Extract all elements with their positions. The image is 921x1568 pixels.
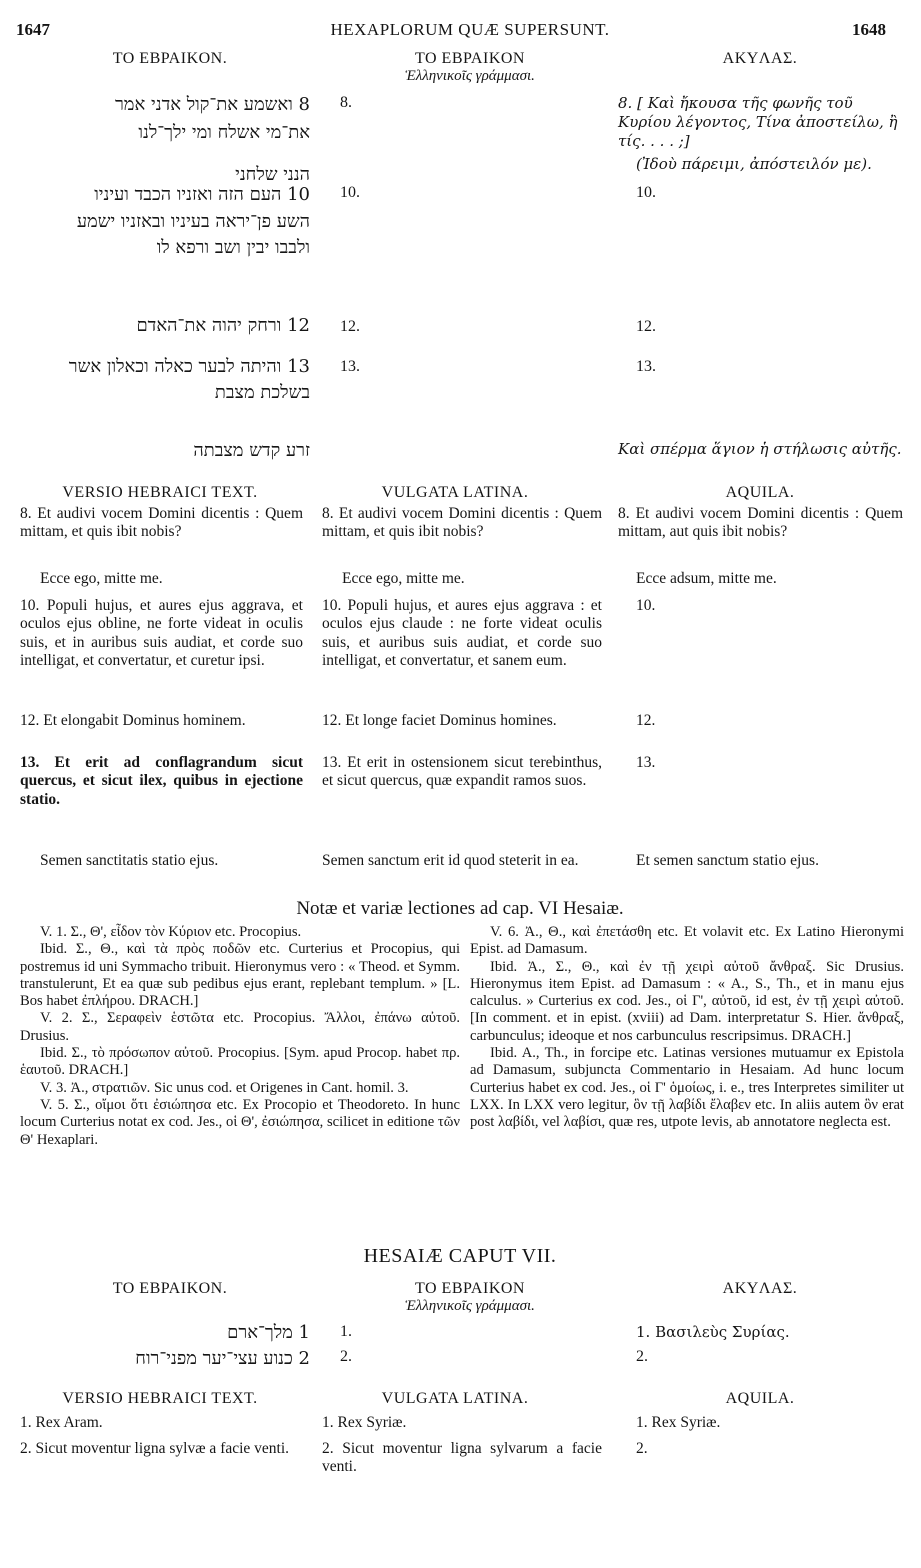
col-head-aquila: AKYΛAΣ. [722, 50, 798, 67]
c7-hebrew-2: 2 כנוע עצי־יער מפני־רוח [135, 1348, 310, 1369]
hebrew-v12: 12 ורחק יהוה את־האדם [136, 315, 310, 336]
aquila-greek-n10: 10. [636, 184, 656, 201]
page-number-right: 1648 [852, 20, 886, 39]
col2-num-13: 13. [340, 358, 360, 375]
note-left-6: V. 5. Σ., οἴμοι ὅτι ἐσιώπησα etc. Ex Procopio et Theodoreto. In hunc locum Curterius notat ex cod. Jes., οἱ Θ', ἐσιώπησα, scilicet in editione τῶν Θ' Hexaplari. [20, 1096, 460, 1148]
col-head-greek-letters: TO EBPAIKON [415, 50, 525, 67]
aquila-greek-v8b: (Ἰδοὺ πάρειμι, ἀπόστειλόν με). [636, 155, 872, 173]
aquila-latin-v8b: Ecce adsum, mitte me. [636, 570, 777, 587]
note-left-3: V. 2. Σ., Σεραφεὶν ἑστῶτα etc. Procopius. Ἄλλοι, ἐπάνω αὐτοῦ. Drusius. [20, 1010, 460, 1044]
versio-v13c: Semen sanctitatis statio ejus. [40, 852, 219, 869]
versio-v8b: Ecce ego, mitte me. [40, 570, 163, 587]
note-left-4: Ibid. Σ., τὸ πρόσωπον αὐτοῦ. Procopius. [Sym. apud Procop. habet πρ. ἑαυτοῦ. DRACH.] [20, 1045, 460, 1079]
c7-aquila-greek-1: 1. Βασιλεὺς Συρίας. [636, 1323, 790, 1341]
hebrew-v13a: 13 והיתה לבער כאלה וכאלון אשר [68, 356, 310, 377]
vulgata-v13c: Semen sanctum erit id quod steterit in ea. [322, 852, 579, 869]
col-subhead-greek-letters: Ἑλληνικοῖς γράμμασι. [405, 68, 535, 84]
c7-col-head-versio: VERSIO HEBRAICI TEXT. [62, 1390, 258, 1407]
aquila-latin-n10: 10. [636, 597, 656, 614]
col-head-aquila-latin: AQUILA. [725, 484, 795, 501]
col-head-vulgata: VULGATA LATINA. [381, 484, 529, 501]
notes-right-column [470, 924, 904, 1132]
versio-v13: 13. Et erit ad conflagrandum sicut quercus, et sicut ilex, quibus in ejectione statio. [20, 754, 303, 808]
c7-col-head-aquila: AKYΛAΣ. [722, 1280, 798, 1297]
c7-aquila-greek-2: 2. [636, 1348, 648, 1365]
hebrew-v10c: ולבבו יבין ושב ורפא לו [156, 237, 310, 258]
aquila-greek-n12: 12. [636, 318, 656, 335]
col2-num-10: 10. [340, 184, 360, 201]
c7-hebrew-1: 1 מלך־ארם [227, 1322, 310, 1343]
col2-num-12: 12. [340, 318, 360, 335]
vulgata-v8b: Ecce ego, mitte me. [342, 570, 465, 587]
aquila-latin-v13c: Et semen sanctum statio ejus. [636, 852, 819, 869]
caput-title: HESAIÆ CAPUT VII. [363, 1245, 557, 1267]
versio-v8: 8. Et audivi vocem Domini dicentis : Quem mittam, et quis ibit nobis? [20, 505, 303, 541]
aquila-greek-v13c: Καὶ σπέρμα ἅγιον ἡ στήλωσις αὐτῆς. [618, 440, 902, 458]
vulgata-v12: 12. Et longe faciet Dominus homines. [322, 712, 557, 729]
hebrew-v8a: 8 ואשמע את־קול אדני אמר [114, 94, 310, 115]
c7-vulgata-1: 1. Rex Syriæ. [322, 1414, 407, 1431]
hebrew-v8b: את־מי אשלח ומי ילך־לנו [138, 122, 310, 143]
running-title: HEXAPLORUM QUÆ SUPERSUNT. [330, 20, 610, 39]
vulgata-v13: 13. Et erit in ostensionem sicut terebinthus, et sicut quercus, quæ expandit ramos suos. [322, 754, 602, 790]
note-left-1: V. 1. Σ., Θ', εἶδον τὸν Κύριον etc. Procopius. [40, 924, 302, 940]
aquila-latin-n12: 12. [636, 712, 656, 729]
c7-aquila-latin-1: 1. Rex Syriæ. [636, 1414, 721, 1431]
notes-title: Notæ et variæ lectiones ad cap. VI Hesaiæ. [296, 898, 624, 919]
c7-col2-num-2: 2. [340, 1348, 352, 1365]
hebrew-v10b: השע פן־יראה בעיניו ובאזניו ישמע [76, 211, 310, 232]
vulgata-v10: 10. Populi hujus, et aures ejus aggrava : et oculos ejus claude : ne forte videat oculis suis, et auribus suis audiat, et corde suo intelligat, et convertatur, et sanem eum. [322, 597, 602, 669]
note-left-2: Ibid. Σ., Θ., καὶ τὰ πρὸς ποδῶν etc. Curterius et Procopius, qui postremus id uni Symmacho tribuit. Hieronymus vero : « Theod. et Symm. transtulerunt, Et ea quæ sub pedibus ejus erant, replebant templum. » [L. Bos habet ἐπλήρου. DRACH.] [20, 941, 460, 1010]
note-right-1: V. 6. Ἀ., Θ., καὶ ἐπετάσθη etc. Et volavit etc. Ex Latino Hieronymi Epist. ad Damasum. [470, 924, 904, 958]
page-number-left: 1647 [16, 20, 50, 39]
c7-col2-num-1: 1. [340, 1323, 352, 1340]
c7-vulgata-2: 2. Sicut moventur ligna sylvarum a facie venti. [322, 1440, 602, 1476]
col2-num-8: 8. [340, 94, 352, 111]
hebrew-v13b: בשלכת מצבת [214, 382, 310, 403]
c7-aquila-latin-2: 2. [636, 1440, 648, 1457]
c7-col-head-vulgata: VULGATA LATINA. [381, 1390, 529, 1407]
note-right-2: Ibid. Ἀ., Σ., Θ., καὶ ἐν τῇ χειρὶ αὐτοῦ ἄνθραξ. Sic Drusius. Hieronymus item Epist. ad Damasum : « A., S., Th., et in manu ejus calculus. » Curterius ex cod. Jes., οἱ Γ', αὐτοῦ, id est, ἐν τῇ χειρὶ αὐτοῦ. [In comment. et in epist. (xviii) ad Dam. interpretatur S. Hier. ἄνθραξ, carbunculus; ideoque et nos carbunculus rescripsimus. DRACH.] [470, 958, 904, 1044]
col-head-versio: VERSIO HEBRAICI TEXT. [62, 484, 258, 501]
versio-v12: 12. Et elongabit Dominus hominem. [20, 712, 246, 729]
c7-col-head-greek-letters: TO EBPAIKON [415, 1280, 525, 1297]
hebrew-v8c: הנני שלחני [235, 164, 310, 185]
notes-left-column [20, 924, 460, 1149]
aquila-latin-v8: 8. Et audivi vocem Domini dicentis : Quem mittam, aut quis ibit nobis? [618, 505, 903, 541]
aquila-greek-n13: 13. [636, 358, 656, 375]
note-right-3: Ibid. A., Th., in forcipe etc. Latinas versiones mutuamur ex Epistola ad Damasum, subjuncta Commentario in Hesaiam. Ad hunc locum Curterius habet ex cod. Jes., οἱ Γ' ὁμοίως, i. e., tres Interpretes similiter ut LXX. In LXX vero legitur, ὃν τῇ λαβίδι ἔλαβεν etc. In aliis autem ὃν erat post λαβίδι, vel λαβίσι, quæ res, utpote levis, ab annotatore neglecta est. [470, 1045, 904, 1131]
c7-col-head-aquila-latin: AQUILA. [725, 1390, 795, 1407]
hebrew-v10a: 10 העם הזה ואזניו הכבד ועיניו [94, 184, 310, 205]
col-head-hebrew: TO EBPAIKON. [112, 50, 228, 67]
hebrew-v13c: זרע קדש מצבתה [193, 440, 310, 461]
c7-versio-2: 2. Sicut moventur ligna sylvæ a facie venti. [20, 1440, 290, 1457]
versio-v10: 10. Populi hujus, et aures ejus aggrava, et oculos ejus obline, ne forte videat in oculis suis, et in auribus suis audiat, et corde suo intelligat, et convertatur, et curetur ipsi. [20, 597, 303, 669]
aquila-latin-n13: 13. [636, 754, 656, 771]
c7-col-subhead: Ἑλληνικοῖς γράμμασι. [405, 1298, 535, 1314]
vulgata-v8: 8. Et audivi vocem Domini dicentis : Quem mittam, et quis ibit nobis? [322, 505, 602, 541]
aquila-greek-v8: 8. [ Καὶ ἤκουσα τῆς φωνῆς τοῦ Κυρίου λέγοντος, Τίνα ἀποστείλω, ἢ τίς. . . . ;] [618, 94, 898, 150]
c7-versio-1: 1. Rex Aram. [20, 1414, 103, 1431]
c7-col-head-hebrew: TO EBPAIKON. [112, 1280, 228, 1297]
note-left-5: V. 3. Ἀ., στρατιῶν. Sic unus cod. et Origenes in Cant. homil. 3. [40, 1079, 409, 1096]
